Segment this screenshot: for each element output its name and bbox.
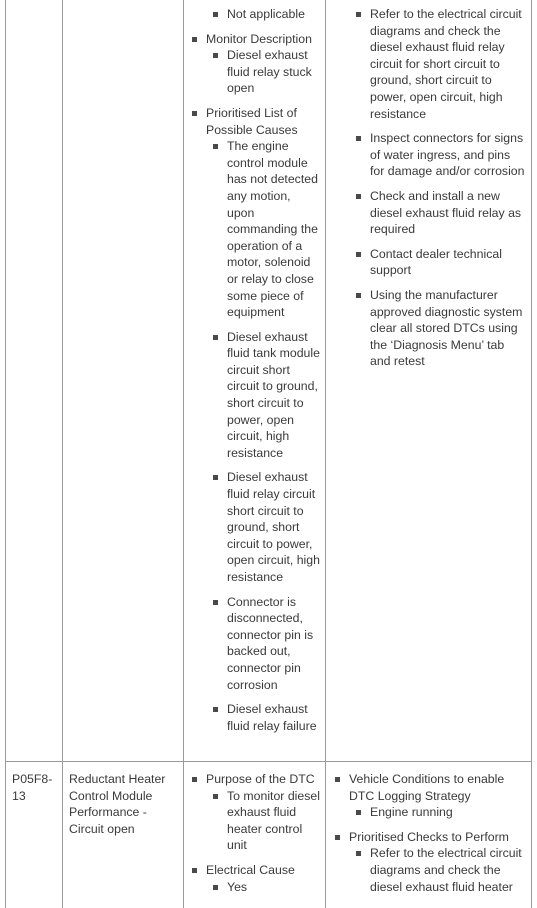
checks-list [334,6,526,370]
list-item [206,469,321,585]
list-item [206,329,321,462]
top-row-checks-cell [334,6,526,370]
bullet-icon [356,194,361,199]
dtc-description: Reductant Heater Control Module Performance - Circuit open [69,772,166,836]
bullet-icon [192,37,197,42]
list-item [334,130,526,180]
sub-list [206,879,321,896]
section-label: Prioritised Checks to Perform [349,829,509,844]
table-border-left [5,0,6,908]
checks-list [334,771,526,895]
list-item-electrical-cause [191,862,321,895]
bullet-icon [213,475,218,480]
bullet-icon [356,810,361,815]
bullet-icon [213,144,218,149]
list-item [206,879,321,896]
bullet-icon [356,293,361,298]
list-item [334,188,526,238]
table-border-right [531,0,532,908]
pre-item-list [191,6,321,23]
list-item-text: Contact dealer technical support [370,246,502,278]
list-item-text: Diesel exhaust fluid relay failure [227,702,317,733]
bullet-icon [213,794,218,799]
list-item [349,804,526,821]
bullet-icon [335,777,340,782]
sub-list [349,804,526,821]
list-item-text: The engine control module has not detected any motion, upon commanding the operation of a motor, solenoid or relay to close some piece of equipment [227,139,318,320]
bottom-row-info-cell [191,771,321,895]
list-item [206,138,321,321]
monitor-list [191,31,321,735]
list-item [334,246,526,279]
list-item-text: Inspect connectors for signs of water ingress, and pins for damage and/or corrosion [370,131,525,179]
bullet-icon [213,12,218,17]
sub-list [206,47,321,97]
bullet-icon [192,868,197,873]
dtc-description-cell [69,771,179,837]
list-item-text: Not applicable [227,7,305,21]
bullet-icon [335,835,340,840]
info-list [191,771,321,895]
list-item [191,6,321,23]
bullet-icon [213,335,218,340]
section-label: Vehicle Conditions to enable DTC Logging Strategy [349,772,505,803]
sub-list [349,845,526,895]
bottom-row-checks-cell [334,771,526,895]
list-item-prioritised-checks [334,829,526,895]
row-divider [5,761,532,762]
sub-list [206,138,321,734]
list-item [206,47,321,97]
section-label: Prioritised List of Possible Causes [206,105,298,137]
list-item [334,6,526,122]
list-item-text: Refer to the electrical circuit diagrams and check the diesel exhaust fluid relay circuit for short circuit to ground, short circuit to power, open circuit, high resistance [370,7,522,121]
bullet-icon [356,851,361,856]
bullet-icon [356,252,361,257]
bullet-icon [192,111,197,116]
section-label: Monitor Description [206,31,312,46]
list-item-text: Check and install a new diesel exhaust fluid relay as required [370,188,522,237]
list-item-text: To monitor diesel exhaust fluid heater control unit [227,788,320,853]
list-item-text: Using the manufacturer approved diagnostic system clear all stored DTCs using the ‘Diagnosis Menu’ tab and retest [370,287,523,369]
list-item-text: Refer to the electrical circuit diagrams and check the diesel exhaust fluid heater [370,846,522,894]
list-item-text: Engine running [370,805,453,820]
column-divider-3 [325,0,326,908]
list-item [206,701,321,734]
top-row-causes-cell [191,6,321,734]
sub-list [206,788,321,854]
list-item-purpose [191,771,321,854]
column-divider-2 [183,0,184,908]
list-item-text: Diesel exhaust fluid relay stuck open [227,48,312,96]
list-item [334,287,526,370]
list-item [206,594,321,694]
dtc-code: P05F8-13 [12,772,53,803]
bullet-icon [213,600,218,605]
section-label: Purpose of the DTC [206,772,315,786]
bullet-icon [356,136,361,141]
bullet-icon [356,12,361,17]
list-item-text: Diesel exhaust fluid tank module circuit short circuit to ground, short circuit to power, open circuit, high resistance [227,329,320,460]
list-item-vehicle-conditions [334,771,526,821]
list-item-text: Yes [227,879,248,894]
list-item-text: Diesel exhaust fluid relay circuit short circuit to ground, short circuit to power, open circuit, high resistance [227,470,320,584]
bullet-icon [192,777,197,782]
bullet-icon [213,53,218,58]
section-label: Electrical Cause [206,862,295,877]
bullet-icon [213,707,218,712]
list-item [206,788,321,854]
list-item-monitor-description [191,31,321,97]
list-item-possible-causes [191,105,321,734]
bullet-icon [213,885,218,890]
list-item-text: Connector is disconnected, connector pin is backed out, connector pin corrosion [227,594,314,692]
column-divider-1 [62,0,63,908]
dtc-code-cell [12,771,58,804]
list-item [349,845,526,895]
